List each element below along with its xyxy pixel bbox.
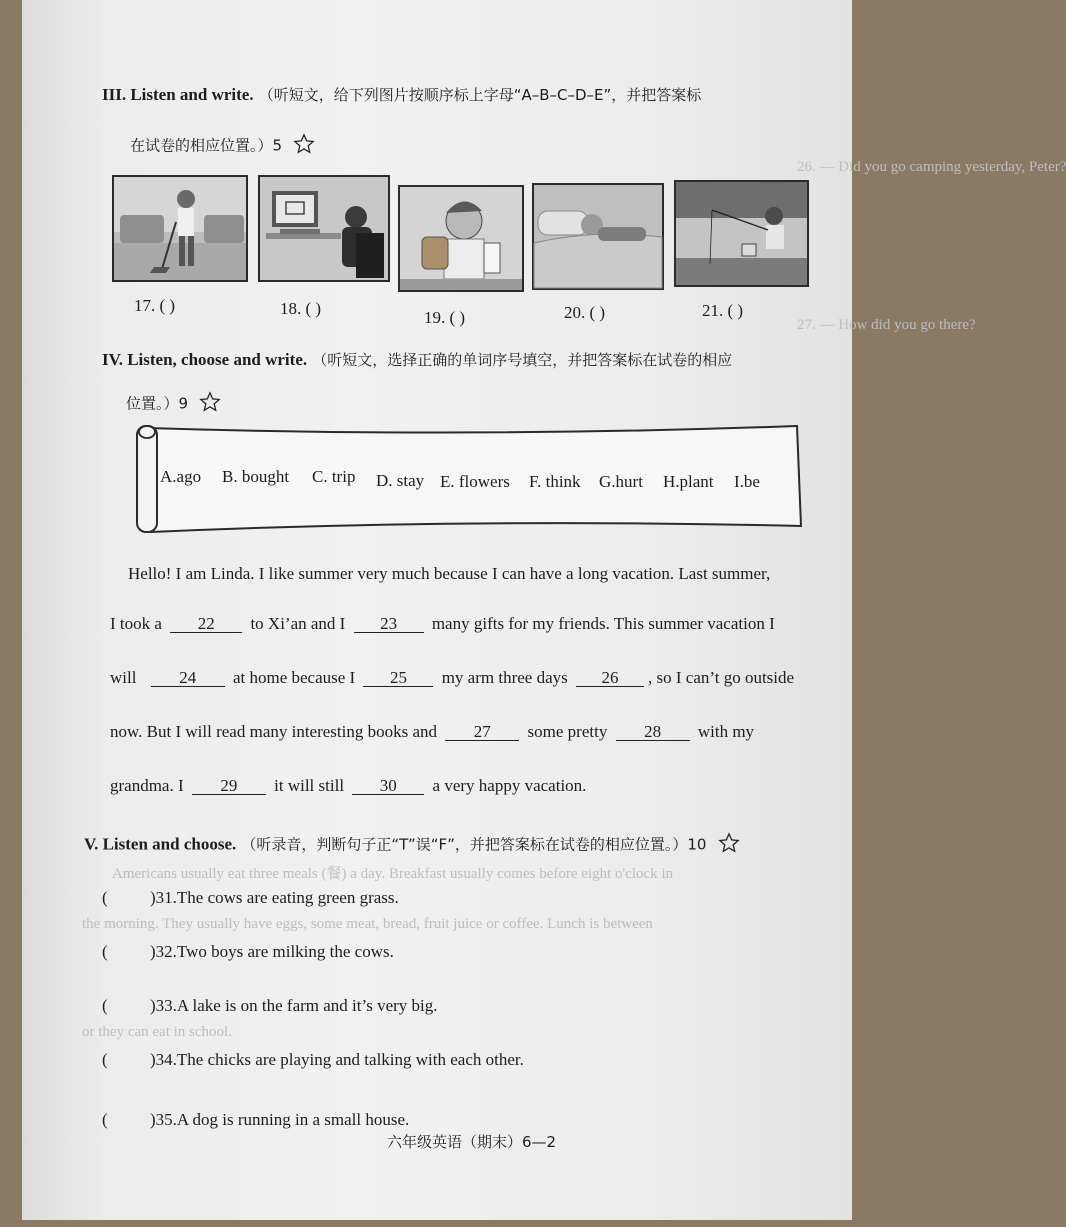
- word-option-g: G.hurt: [599, 472, 643, 491]
- passage-text: I took a: [110, 614, 162, 633]
- bleed-through-line: or they can eat in school.: [82, 1024, 232, 1040]
- blank-26[interactable]: 26: [576, 669, 644, 687]
- section-3-instruction: （听短文，给下列图片按顺序标上字母“A–B–C–D–E”，并把答案标: [258, 86, 702, 104]
- star-icon: [199, 391, 221, 417]
- bleed-through-line: the morning. They usually have eggs, some meat, bread, fruit juice or coffee. Lunch is between: [82, 916, 653, 932]
- tf-statement: )31.The cows are eating green grass.: [150, 888, 399, 907]
- section-4-instruction: （听短文，选择正确的单词序号填空，并把答案标在试卷的相应: [312, 351, 733, 369]
- answer-paren[interactable]: (: [102, 1110, 108, 1129]
- blank-25[interactable]: 25: [363, 669, 433, 687]
- tf-statement: )33.A lake is on the farm and it’s very big.: [150, 996, 438, 1015]
- question-17-label[interactable]: 17. ( ): [134, 296, 176, 315]
- star-icon: [293, 133, 315, 159]
- passage-text: now. But I will read many interesting books and: [110, 722, 438, 741]
- section-4-instruction-cont: [126, 391, 221, 417]
- question-21-label[interactable]: 21. ( ): [702, 301, 744, 320]
- exam-paper: [22, 0, 1066, 1220]
- blank-30[interactable]: 30: [352, 777, 424, 795]
- word-option-a: A.ago: [160, 467, 202, 486]
- section-3-instruction-cont: [130, 133, 315, 159]
- answer-paren[interactable]: (: [102, 942, 108, 961]
- word-option-b: B. bought: [222, 467, 290, 486]
- blank-23[interactable]: 23: [354, 615, 424, 633]
- passage-line-4: [110, 722, 830, 742]
- blank-24[interactable]: 24: [151, 669, 225, 687]
- blank-29[interactable]: 29: [192, 777, 266, 795]
- word-option-h: H.plant: [663, 472, 714, 491]
- passage-line-2: [110, 614, 830, 634]
- section-4-instruction-line2: 位置。）9: [126, 394, 189, 413]
- section-5-instruction: （听录音，判断句子正“T”误“F”，并把答案标在试卷的相应位置。）10: [241, 835, 707, 854]
- tf-statement: )34.The chicks are playing and talking with each other.: [150, 1050, 524, 1069]
- tf-item-35: [102, 1110, 409, 1130]
- tf-item-34: [102, 1050, 524, 1070]
- star-icon: [718, 832, 740, 858]
- bleed-through-line: Americans usually eat three meals (餐) a day. Breakfast usually comes before eight o'clock in: [112, 866, 674, 882]
- passage-text: some pretty: [527, 722, 608, 741]
- tf-item-33: [102, 996, 438, 1016]
- blank-28[interactable]: 28: [616, 723, 690, 741]
- section-3-heading: [102, 84, 701, 105]
- bleed-through-line: 26. — Did you go camping yesterday, Peter?: [797, 159, 1066, 175]
- section-5-heading: [84, 832, 740, 858]
- answer-paren[interactable]: (: [102, 996, 108, 1015]
- picture-sleeping: [532, 183, 664, 290]
- section-4-heading: [102, 349, 732, 370]
- tf-item-31: [102, 888, 399, 908]
- passage-text: grandma. I: [110, 776, 184, 795]
- passage-text: it will still: [274, 776, 345, 795]
- passage-text: my arm three days: [441, 668, 568, 687]
- picture-sweeping: [112, 175, 248, 282]
- question-20-label[interactable]: 20. ( ): [564, 303, 606, 322]
- tf-statement: )32.Two boys are milking the cows.: [150, 942, 394, 961]
- page-footer: 六年级英语（期末）6—2: [387, 1133, 557, 1151]
- passage-text: , so I can’t go outside: [648, 668, 795, 687]
- bleed-through-line: 27. — How did you go there?: [797, 317, 976, 333]
- passage-text: with my: [697, 722, 755, 741]
- question-19-label[interactable]: 19. ( ): [424, 308, 466, 327]
- passage-text: to Xi’an and I: [250, 614, 346, 633]
- passage-text: at home because I: [232, 668, 356, 687]
- word-option-f: F. think: [529, 472, 581, 491]
- word-option-e: E. flowers: [440, 472, 510, 491]
- passage-line-5: [110, 776, 830, 796]
- answer-paren[interactable]: (: [102, 1050, 108, 1069]
- blank-27[interactable]: 27: [445, 723, 519, 741]
- picture-computer: [258, 175, 390, 282]
- word-option-d: D. stay: [376, 471, 425, 490]
- passage-text: will: [110, 668, 137, 687]
- passage-line-1: Hello! I am Linda. I like summer very much because I can have a long vacation. Last summer,: [128, 564, 771, 583]
- word-option-i: I.be: [734, 472, 760, 491]
- word-option-c: C. trip: [312, 467, 356, 486]
- blank-22[interactable]: 22: [170, 615, 242, 633]
- passage-text: many gifts for my friends. This summer vacation I: [431, 614, 775, 633]
- question-18-label[interactable]: 18. ( ): [280, 299, 322, 318]
- section-3-title: III. Listen and write.: [102, 85, 254, 104]
- passage-line-3: [110, 668, 830, 688]
- tf-statement: )35.A dog is running in a small house.: [150, 1110, 410, 1129]
- passage-text: a very happy vacation.: [432, 776, 587, 795]
- answer-paren[interactable]: (: [102, 888, 108, 907]
- section-5-title: V. Listen and choose.: [84, 834, 237, 854]
- tf-item-32: [102, 942, 394, 962]
- section-4-title: IV. Listen, choose and write.: [102, 350, 308, 369]
- picture-fishing: [674, 180, 809, 287]
- picture-breakfast: [398, 185, 524, 292]
- section-3-instruction-line2: 在试卷的相应位置。）5: [130, 136, 283, 155]
